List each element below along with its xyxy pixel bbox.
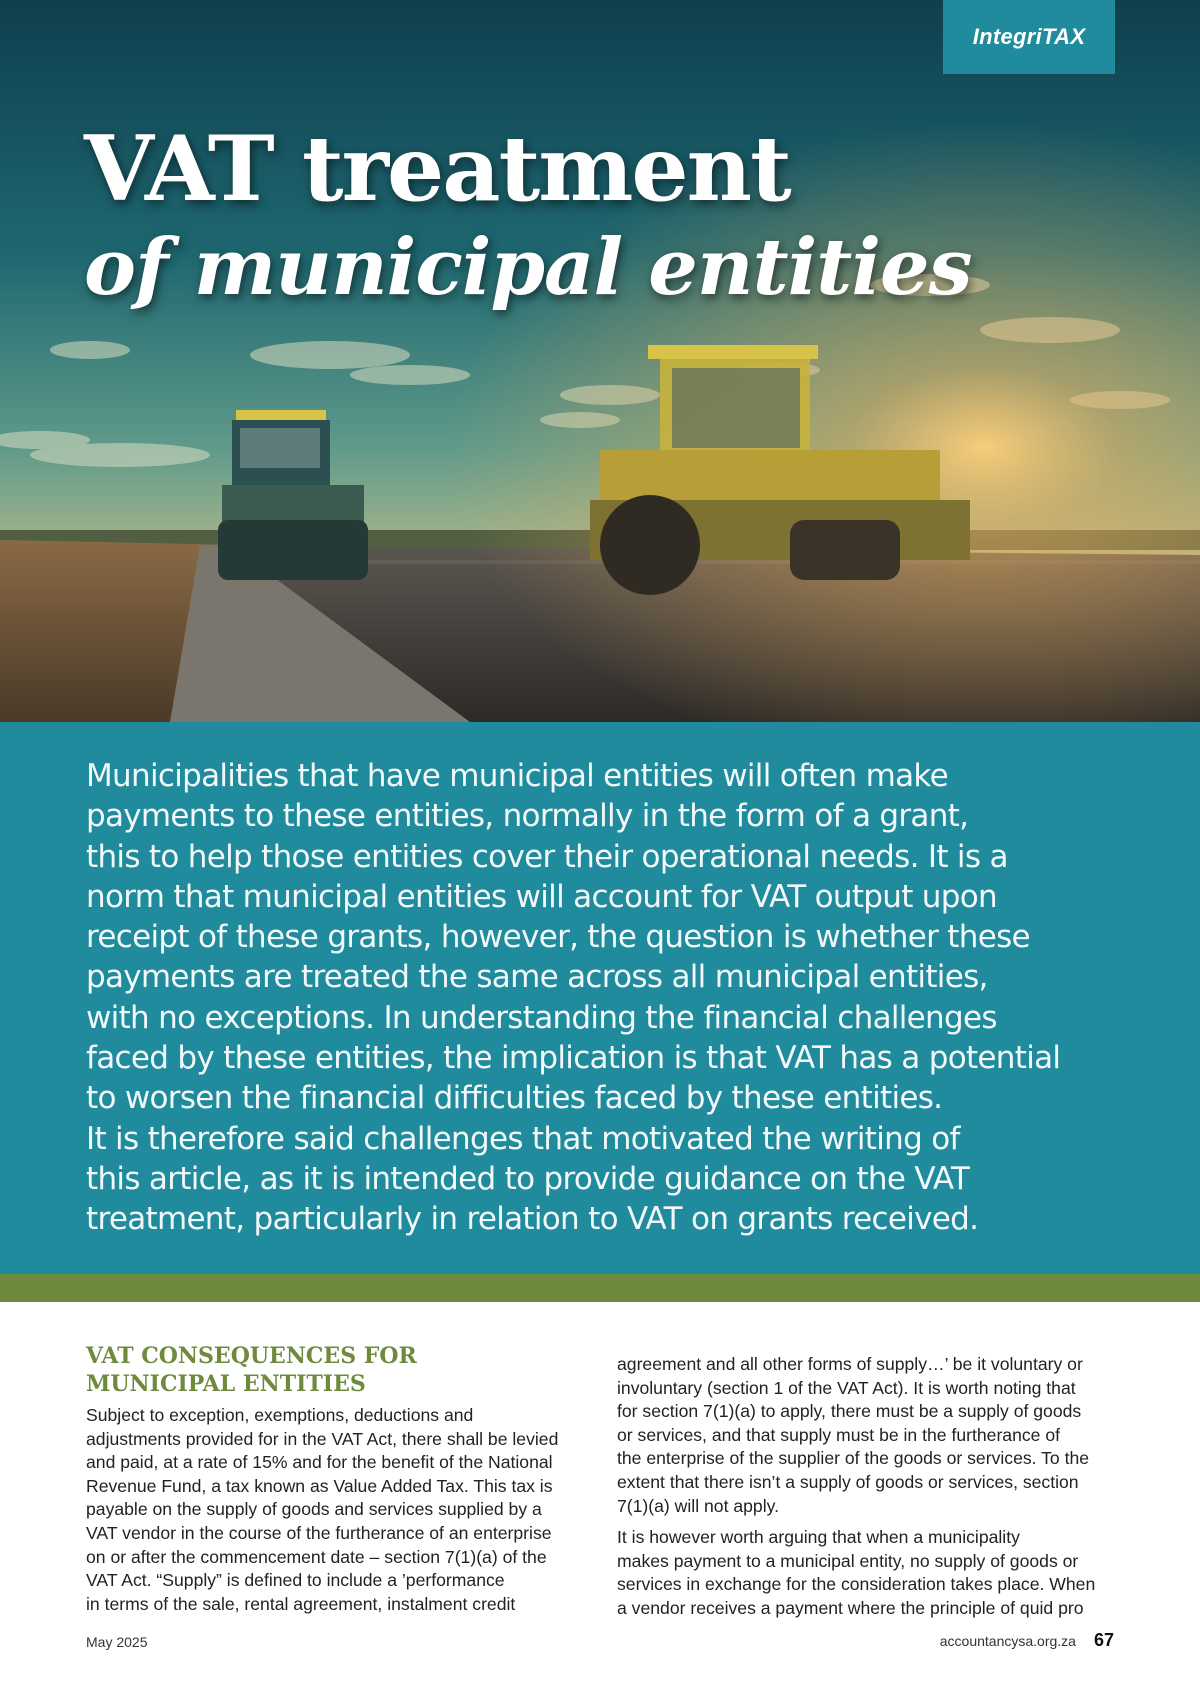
hero-image <box>0 0 1200 722</box>
divider-bar <box>0 1274 1200 1302</box>
intro-paragraph: Municipalities that have municipal entities will often make payments to these entities, normally in the form of a grant, this to help those entities cover their operational needs. It is a norm that municipal entities will account for VAT output upon receipt of these grants, however, the question is whether these payments are treated the same across all municipal entities, with no exceptions. In understanding the financial challenges faced by these entities, the implication is that VAT has a potential to worsen the financial difficulties faced by these entities. It is therefore said challenges that motivated the writing of this article, as it is intended to provide guidance on the VAT treatment, particularly in relation to VAT on grants received. <box>86 758 1061 1238</box>
brand-logo: IntegriTAX <box>972 24 1086 49</box>
page-number: 67 <box>1093 1630 1114 1650</box>
right-column <box>617 1353 1117 1629</box>
intro-band <box>0 722 1200 1274</box>
body-paragraph-1: agreement and all other forms of supply…’ be it voluntary or involuntary (section 1 of the VAT Act). It is worth noting that for section 7(1)(a) to apply, there must be a supply of goods or services, and that supply must be in the furtherance of the enterprise of the supplier of the goods or services. To the extent that there isn’t a supply of goods or services, section 7(1)(a) will not apply. <box>617 1354 1090 1516</box>
article-subtitle: of municipal entities <box>84 222 972 313</box>
footer-website: accountancysa.org.za <box>939 1633 1076 1649</box>
section-heading: VAT CONSEQUENCES FOR MUNICIPAL ENTITIES <box>86 1343 417 1397</box>
article-title: VAT treatment <box>84 116 790 222</box>
footer-right <box>940 1630 1114 1651</box>
body-paragraph: Subject to exception, exemptions, deductions and adjustments provided for in the VAT Act, there shall be levied and paid, at a rate of 15% and for the benefit of the National Revenue Fund, a tax known as Value Added Tax. This tax is payable on the supply of goods and services supplied by a VAT vendor in the course of the furtherance of an enterprise on or after the commencement date – section 7(1)(a) of the VAT Act. “Supply” is defined to include a ’performance in terms of the sale, rental agreement, instalment credit <box>86 1405 559 1614</box>
brand-badge <box>943 0 1115 74</box>
left-column <box>86 1342 586 1624</box>
hero-section <box>0 0 1200 722</box>
footer-date: May 2025 <box>86 1634 148 1650</box>
body-paragraph-2: It is however worth arguing that when a municipality makes payment to a municipal entity, no supply of goods or services in exchange for the consideration takes place. When a vendor receives a payment where the principle of quid pro <box>617 1527 1096 1618</box>
